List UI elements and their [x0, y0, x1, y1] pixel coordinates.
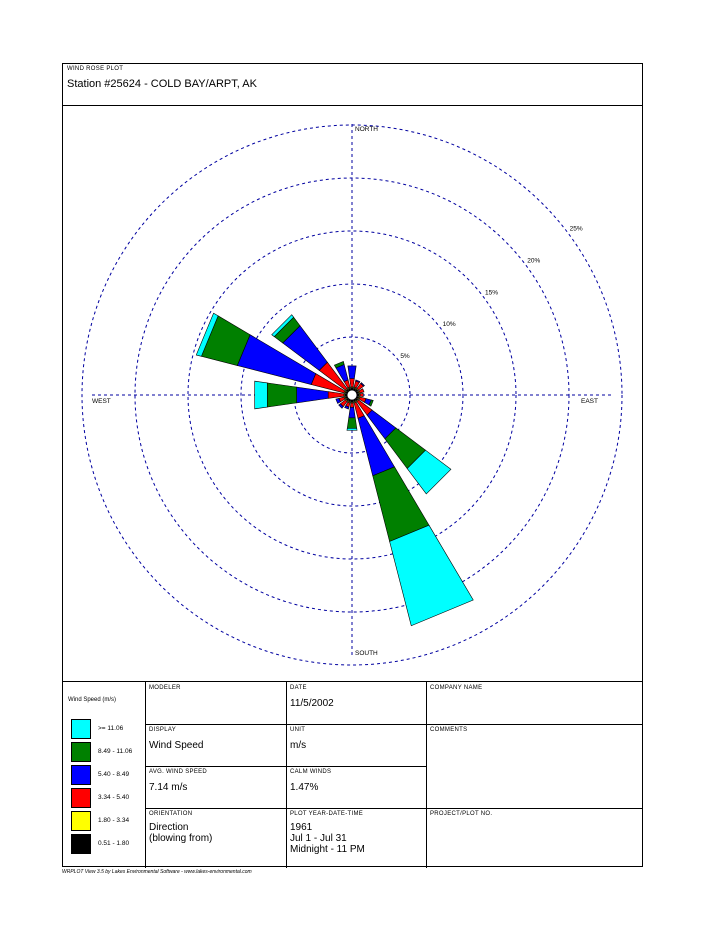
company-cell	[426, 682, 643, 724]
calm-winds-label: CALM WINDS	[290, 769, 332, 775]
calm-winds-value: 1.47%	[290, 782, 319, 793]
display-cell	[145, 724, 286, 766]
east-label: EAST	[581, 398, 598, 405]
project-label: PROJECT/PLOT NO.	[430, 811, 493, 817]
plot-type-label: WIND ROSE PLOT	[67, 66, 124, 72]
west-label: WEST	[92, 398, 111, 405]
orientation-cell	[145, 808, 286, 868]
plot-year-line-1: 1961	[290, 822, 313, 833]
petal-s-bin-4	[347, 418, 356, 428]
legend-title: Wind Speed (m/s)	[68, 697, 117, 703]
avg-speed-label: AVG. WIND SPEED	[149, 769, 208, 775]
petal-n-bin-3	[348, 366, 356, 379]
ring-label: 10%	[442, 321, 456, 329]
legend	[62, 682, 145, 868]
company-label: COMPANY NAME	[430, 685, 483, 691]
project-cell	[426, 808, 643, 868]
orientation-line-2: (blowing from)	[149, 833, 213, 844]
modeler-cell	[145, 682, 286, 724]
ring-label: 5%	[400, 353, 410, 361]
plot-year-value	[290, 822, 365, 855]
date-cell	[286, 682, 426, 724]
petal-s-bin-3	[349, 407, 355, 417]
date-value: 11/5/2002	[290, 698, 334, 709]
legend-label: 1.80 - 3.34	[98, 817, 130, 824]
legend-label: 8.49 - 11.06	[98, 748, 133, 755]
comments-label: COMMENTS	[430, 727, 468, 733]
wind-rose-area	[62, 106, 643, 681]
header	[62, 63, 643, 106]
plot-year-line-3: Midnight - 11 PM	[290, 844, 365, 855]
comments-cell	[426, 724, 643, 808]
legend-swatch	[71, 719, 91, 739]
petal-e-bin-2	[360, 393, 363, 396]
modeler-label: MODELER	[149, 685, 181, 691]
petal-sse-bin-5	[390, 525, 474, 626]
unit-cell	[286, 724, 426, 766]
petal-n-bin-2	[350, 379, 355, 387]
display-label: DISPLAY	[149, 727, 176, 733]
legend-swatch	[71, 788, 91, 808]
display-value: Wind Speed	[149, 740, 204, 751]
footer-credit: WRPLOT View 3.5 by Lakes Environmental Software - www.lakes-environmental.com	[62, 869, 252, 875]
orientation-label: ORIENTATION	[149, 811, 193, 817]
station-title: Station #25624 - COLD BAY/ARPT, AK	[67, 78, 257, 90]
plot-year-cell	[286, 808, 426, 868]
legend-label: >= 11.06	[98, 725, 124, 732]
petal-w-bin-4	[267, 383, 296, 407]
legend-label: 0.51 - 1.80	[98, 840, 130, 847]
north-label: NORTH	[355, 126, 378, 133]
orientation-value	[149, 822, 212, 844]
legend-label: 5.40 - 8.49	[98, 771, 130, 778]
info-table	[62, 681, 643, 867]
unit-label: UNIT	[290, 727, 306, 733]
legend-swatch	[71, 742, 91, 762]
petal-s-bin-5	[347, 428, 357, 430]
calm-circle	[347, 390, 357, 400]
date-label: DATE	[290, 685, 307, 691]
orientation-line-1: Direction	[149, 822, 189, 833]
petal-w-bin-5	[255, 381, 268, 409]
legend-swatch	[71, 765, 91, 785]
avg-speed-value: 7.14 m/s	[149, 782, 188, 793]
legend-swatch	[71, 811, 91, 831]
plot-year-line-2: Jul 1 - Jul 31	[290, 833, 347, 844]
avg-speed-cell	[145, 766, 286, 808]
plot-year-label: PLOT YEAR-DATE-TIME	[290, 811, 364, 817]
ring-label: 20%	[527, 257, 541, 265]
legend-label: 3.34 - 5.40	[98, 794, 130, 801]
legend-swatch	[71, 834, 91, 854]
petal-w-bin-3	[297, 387, 328, 403]
petal-s-bin-2	[350, 403, 354, 407]
wind-rose-chart	[62, 106, 643, 681]
calm-winds-cell	[286, 766, 426, 808]
ring-label: 25%	[569, 225, 583, 233]
south-label: SOUTH	[355, 650, 378, 657]
unit-value: m/s	[290, 740, 307, 751]
ring-label: 15%	[484, 289, 498, 297]
